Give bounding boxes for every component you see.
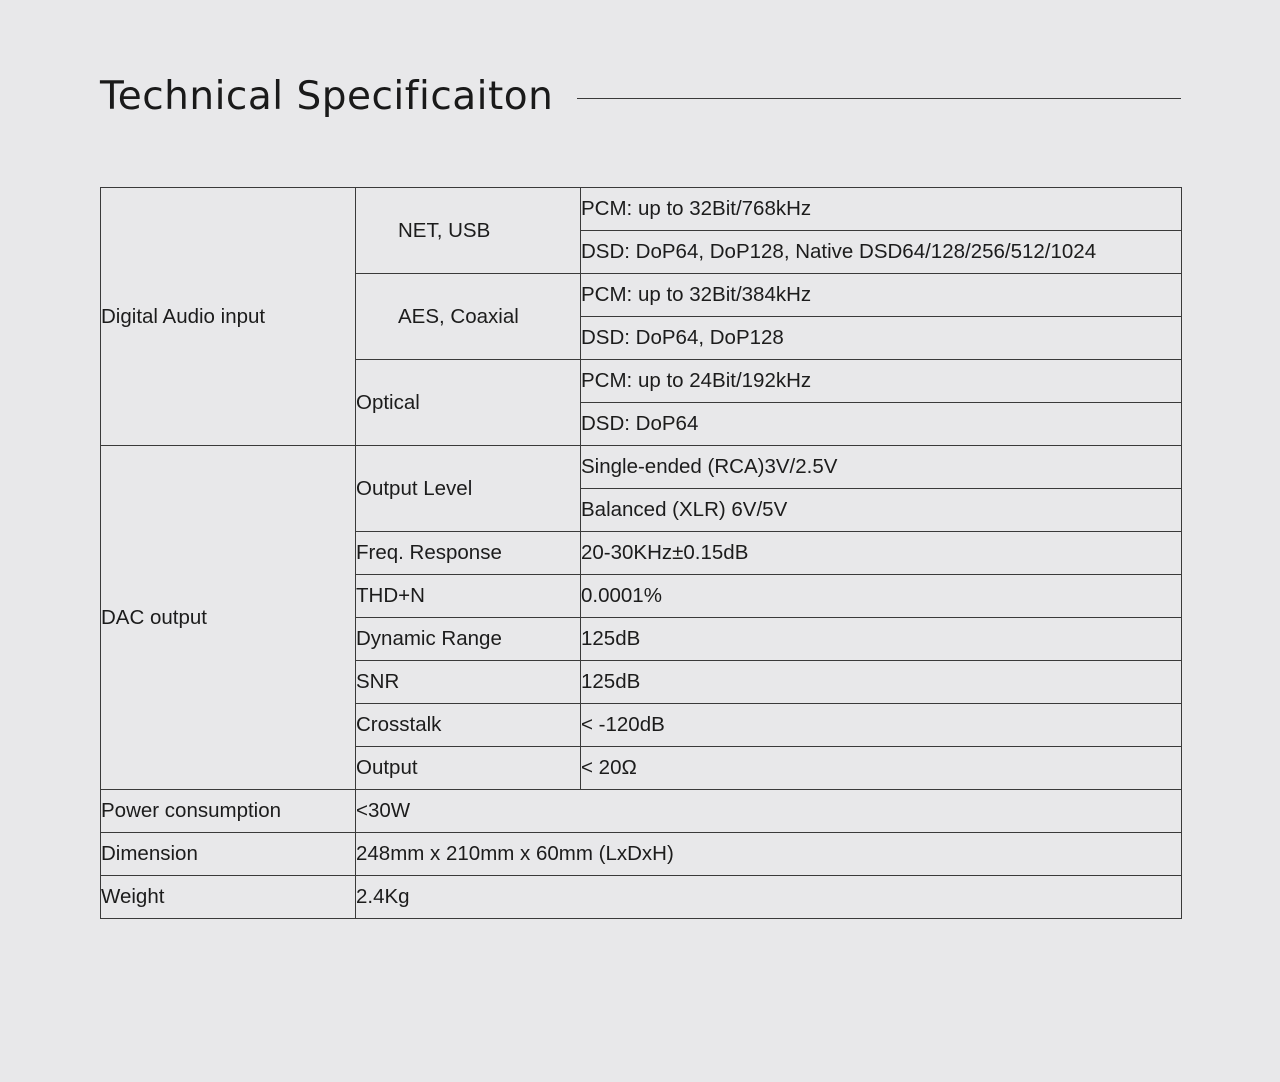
table-row: [101, 446, 1182, 489]
snr-label: SNR: [356, 661, 581, 704]
freq-response-label: Freq. Response: [356, 532, 581, 575]
table-row: [101, 833, 1182, 876]
table-row: [101, 790, 1182, 833]
snr-value: 125dB: [581, 661, 1182, 704]
net-usb-dsd-value: DSD: DoP64, DoP128, Native DSD64/128/256/512/1024: [581, 231, 1182, 274]
weight-value: 2.4Kg: [356, 876, 1182, 919]
page-title: Technical Specificaiton: [100, 73, 554, 119]
table-row: [101, 188, 1182, 231]
optical-dsd-value: DSD: DoP64: [581, 403, 1182, 446]
table-row: [101, 876, 1182, 919]
net-usb-pcm-value: PCM: up to 32Bit/768kHz: [581, 188, 1182, 231]
output-impedance-value: < 20Ω: [581, 747, 1182, 790]
dac-output-label: DAC output: [101, 446, 356, 790]
thd-n-label: THD+N: [356, 575, 581, 618]
optical-pcm-value: PCM: up to 24Bit/192kHz: [581, 360, 1182, 403]
aes-coaxial-label: AES, Coaxial: [356, 274, 581, 360]
crosstalk-value: < -120dB: [581, 704, 1182, 747]
aes-coaxial-pcm-value: PCM: up to 32Bit/384kHz: [581, 274, 1182, 317]
title-divider: [577, 98, 1181, 99]
title-row: [100, 70, 1181, 122]
power-label: Power consumption: [101, 790, 356, 833]
dimension-label: Dimension: [101, 833, 356, 876]
spec-table: [100, 187, 1182, 919]
power-value: <30W: [356, 790, 1182, 833]
dynamic-range-value: 125dB: [581, 618, 1182, 661]
thd-n-value: 0.0001%: [581, 575, 1182, 618]
digital-input-label: Digital Audio input: [101, 188, 356, 446]
aes-coaxial-dsd-value: DSD: DoP64, DoP128: [581, 317, 1182, 360]
dynamic-range-label: Dynamic Range: [356, 618, 581, 661]
balanced-value: Balanced (XLR) 6V/5V: [581, 489, 1182, 532]
freq-response-value: 20-30KHz±0.15dB: [581, 532, 1182, 575]
net-usb-label: NET, USB: [356, 188, 581, 274]
weight-label: Weight: [101, 876, 356, 919]
optical-label: Optical: [356, 360, 581, 446]
single-ended-value: Single-ended (RCA)3V/2.5V: [581, 446, 1182, 489]
output-level-label: Output Level: [356, 446, 581, 532]
dimension-value: 248mm x 210mm x 60mm (LxDxH): [356, 833, 1182, 876]
crosstalk-label: Crosstalk: [356, 704, 581, 747]
output-impedance-label: Output: [356, 747, 581, 790]
